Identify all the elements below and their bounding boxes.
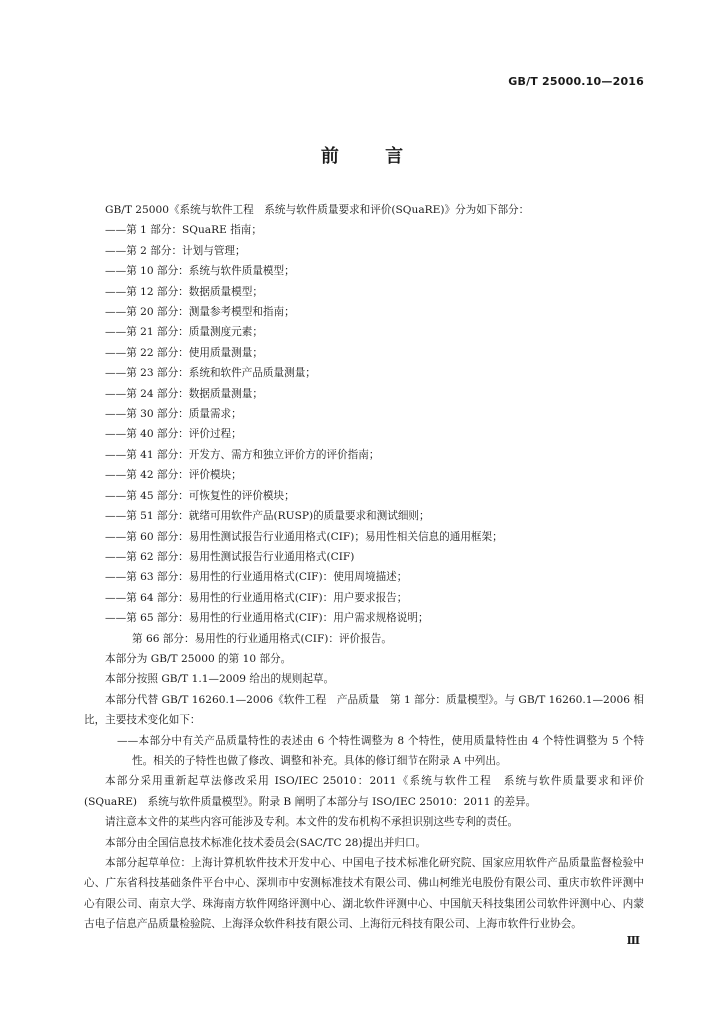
paragraph-part-number: 本部分为 GB/T 25000 的第 10 部分。: [105, 652, 292, 665]
paragraph-patent-notice: 请注意本文件的某些内容可能涉及专利。本文件的发布机构不承担识别这些专利的责任。: [105, 816, 519, 829]
list-item: ——第 40 部分：评价过程；: [105, 428, 242, 441]
page-number: Ⅲ: [626, 934, 640, 947]
paragraph-drafting-rules: 本部分按照 GB/T 1.1—2009 给出的规则起草。: [105, 673, 335, 686]
paragraph-drafting-units: 本部分起草单位：上海计算机软件技术开发中心、中国电子技术标准化研究院、国家应用软件产品质量监督检验中心、广东省科技基础条件平台中心、深圳市中安测标准技术有限公司、佛山柯维光电股份有限公司、重庆市软件评测中心有限公司、南京大学、珠海南方软件网络评测中心、湖北软件评测中心、中国航天科技集团公司软件评测中心、内蒙古电子信息产品质量检验院、上海泽众软件科技有限公司、上海衍元科技有限公司、上海市软件行业协会。: [84, 857, 644, 931]
paragraph-replacement: 本部分代替 GB/T 16260.1—2006《软件工程 产品质量 第 1 部分：质量模型》。与 GB/T 16260.1—2006 相比，主要技术变化如下：: [84, 693, 644, 727]
list-item: ——第 65 部分：易用性的行业通用格式(CIF)：用户需求规格说明；: [105, 612, 429, 625]
page-title: 前 言: [320, 146, 424, 167]
parts-list: [84, 220, 644, 649]
list-item: ——第 60 部分：易用性测试报告行业通用格式(CIF)；易用性相关信息的通用框架；: [105, 530, 503, 543]
foreword-body: [84, 200, 644, 935]
list-item: ——第 21 部分：质量测度元素；: [105, 326, 263, 339]
list-item: ——第 24 部分：数据质量测量；: [105, 387, 263, 400]
list-item: ——第 10 部分：系统与软件质量模型；: [105, 265, 295, 278]
list-item: ——第 30 部分：质量需求；: [105, 408, 242, 421]
paragraph-committee: 本部分由全国信息技术标准化技术委员会(SAC/TC 28)提出并归口。: [105, 836, 427, 849]
list-item: 第 66 部分：易用性的行业通用格式(CIF)：评价报告。: [132, 632, 392, 645]
list-item: ——第 51 部分：就绪可用软件产品(RUSP)的质量要求和测试细则；: [105, 510, 430, 523]
list-item: ——第 20 部分：测量参考模型和指南；: [105, 306, 295, 319]
list-item: ——第 62 部分：易用性测试报告行业通用格式(CIF): [105, 550, 355, 563]
list-item: ——第 42 部分：评价模块；: [105, 469, 242, 482]
list-item: ——第 64 部分：易用性的行业通用格式(CIF)：用户要求报告；: [105, 591, 408, 604]
list-item: ——第 41 部分：开发方、需方和独立评价方的评价指南；: [105, 448, 380, 461]
list-item: ——第 45 部分：可恢复性的评价模块；: [105, 489, 295, 502]
list-item: ——第 22 部分：使用质量测量；: [105, 346, 263, 359]
list-item: ——第 2 部分：计划与管理；: [105, 244, 246, 257]
list-item: ——第 1 部分：SQuaRE 指南；: [105, 224, 262, 237]
list-item: ——第 12 部分：数据质量模型；: [105, 285, 263, 298]
list-item: ——第 23 部分：系统和软件产品质量测量；: [105, 367, 316, 380]
paragraph-change-item: ——本部分中有关产品质量特性的表述由 6 个特性调整为 8 个特性，使用质量特性由 4 个特性调整为 5 个特性。相关的子特性也做了修改、调整和补充。具体的修订细节在附录 A 中列出。: [117, 734, 644, 767]
intro-paragraph: GB/T 25000《系统与软件工程 系统与软件质量要求和评价(SQuaRE)》分为如下部分：: [105, 204, 530, 216]
standard-code: GB/T 25000.10—2016: [508, 75, 644, 88]
paragraph-adoption: 本部分采用重新起草法修改采用 ISO/IEC 25010：2011《系统与软件工程 系统与软件质量要求和评价(SQuaRE) 系统与软件质量模型》。附录 B 阐明了本部分与 ISO/IEC 25010：2011 的差异。: [84, 775, 644, 808]
list-item: ——第 63 部分：易用性的行业通用格式(CIF)：使用周境描述；: [105, 571, 408, 584]
